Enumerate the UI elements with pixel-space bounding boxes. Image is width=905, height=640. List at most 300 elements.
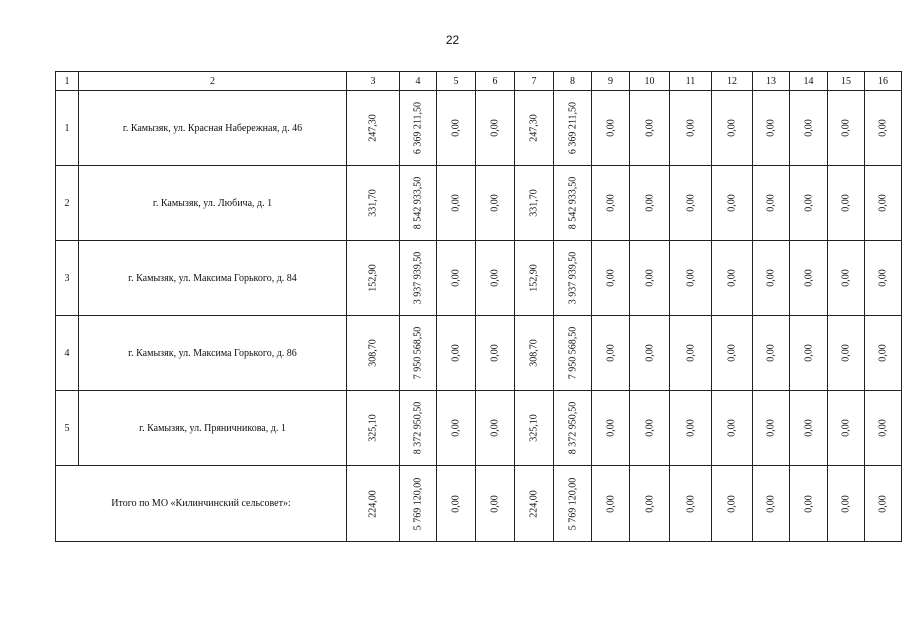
cell-value: 0,00: [726, 194, 738, 212]
vertical-cell-wrapper: [630, 391, 669, 465]
table-cell: [828, 241, 865, 316]
vertical-cell-wrapper: [790, 241, 827, 315]
cell-value: 0,00: [803, 494, 814, 513]
vertical-cell-wrapper: [712, 391, 752, 465]
column-header: [400, 72, 437, 91]
table-cell: [790, 91, 828, 166]
table-cell: [670, 316, 712, 391]
cell-value: 0,00: [605, 494, 616, 513]
row-number: 1: [64, 122, 70, 134]
vertical-cell-wrapper: [630, 241, 669, 315]
cell-value: 247,30: [528, 114, 540, 142]
table-cell: [753, 166, 790, 241]
table-cell: [753, 316, 790, 391]
table-row: [56, 91, 902, 166]
cell-value: 0,00: [840, 344, 852, 362]
cell-value: 0,00: [803, 344, 814, 362]
table-cell: [437, 466, 476, 542]
table-row: [56, 316, 902, 391]
table-cell: [347, 241, 400, 316]
table-cell: [828, 316, 865, 391]
cell-value: 0,00: [726, 494, 738, 513]
vertical-cell-wrapper: [515, 466, 553, 541]
column-header-label: 8: [570, 75, 575, 87]
column-header-label: 9: [608, 75, 613, 87]
cell-value: 0,00: [489, 344, 501, 362]
column-header: [828, 72, 865, 91]
table-cell: [592, 316, 630, 391]
table-body: [56, 72, 902, 542]
cell-value: 331,70: [528, 189, 540, 217]
vertical-cell-wrapper: [437, 316, 475, 390]
cell-value: 0,00: [685, 494, 696, 513]
cell-value: 5 769 120,00: [567, 477, 578, 530]
vertical-cell-wrapper: [670, 91, 711, 165]
table-cell: [476, 166, 515, 241]
cell-value: 6 369 211,50: [412, 101, 424, 155]
address-text: г. Камызяк, ул. Пряничникова, д. 1: [139, 422, 286, 434]
table-cell: [347, 91, 400, 166]
vertical-cell-wrapper: [476, 316, 514, 390]
cell-value: 0,00: [685, 119, 696, 137]
cell-value: 0,00: [877, 194, 889, 212]
table-cell: [712, 391, 753, 466]
table-cell: [437, 391, 476, 466]
cell-value: 0,00: [450, 419, 462, 437]
cell-value: 0,00: [803, 269, 814, 287]
vertical-cell-wrapper: [347, 391, 399, 465]
vertical-cell-wrapper: [712, 166, 752, 240]
vertical-cell-wrapper: [400, 466, 436, 541]
cell-value: 0,00: [840, 269, 852, 287]
cell-value: 0,00: [605, 419, 616, 437]
table-cell: [437, 91, 476, 166]
column-header-label: 3: [370, 75, 376, 87]
cell-value: 0,00: [489, 119, 501, 137]
vertical-cell-wrapper: [476, 391, 514, 465]
table-cell: [476, 391, 515, 466]
table-cell: [476, 316, 515, 391]
cell-value: 0,00: [877, 344, 889, 362]
cell-value: 0,00: [489, 494, 501, 513]
vertical-cell-wrapper: [400, 91, 436, 165]
vertical-cell-wrapper: [592, 466, 629, 541]
total-label: Итого по МО «Килинчинский сельсовет»:: [111, 498, 291, 509]
table-cell: [865, 91, 902, 166]
vertical-cell-wrapper: [630, 166, 669, 240]
table-cell: [347, 466, 400, 542]
vertical-cell-wrapper: [592, 241, 629, 315]
table-cell: [712, 316, 753, 391]
row-number-cell: [56, 91, 79, 166]
cell-value: 0,00: [450, 194, 462, 212]
vertical-cell-wrapper: [712, 91, 752, 165]
vertical-cell-wrapper: [670, 466, 711, 541]
table-cell: [670, 391, 712, 466]
vertical-cell-wrapper: [670, 391, 711, 465]
vertical-cell-wrapper: [476, 241, 514, 315]
column-header: [592, 72, 630, 91]
table-cell: [347, 316, 400, 391]
cell-value: 0,00: [726, 119, 738, 137]
table-cell: [400, 91, 437, 166]
total-label-cell: [56, 466, 347, 542]
cell-value: 8 542 933,50: [412, 176, 424, 230]
vertical-cell-wrapper: [554, 466, 591, 541]
cell-value: 0,00: [840, 419, 852, 437]
address-cell: [79, 391, 347, 466]
table-cell: [554, 241, 592, 316]
cell-value: 308,70: [528, 339, 540, 367]
column-header: [79, 72, 347, 91]
cell-value: 3 937 939,50: [412, 251, 424, 305]
cell-value: 0,00: [450, 494, 462, 513]
table-cell: [865, 241, 902, 316]
vertical-cell-wrapper: [437, 166, 475, 240]
column-header: [554, 72, 592, 91]
cell-value: 7 950 568,50: [567, 326, 578, 380]
table-cell: [400, 391, 437, 466]
address-text: г. Камызяк, ул. Красная Набережная, д. 46: [122, 122, 303, 134]
cell-value: 3 937 939,50: [567, 251, 578, 305]
cell-value: 0,00: [726, 419, 738, 437]
table-cell: [712, 241, 753, 316]
vertical-cell-wrapper: [630, 91, 669, 165]
vertical-cell-wrapper: [554, 316, 591, 390]
cell-value: 0,00: [765, 269, 777, 287]
table-cell: [437, 316, 476, 391]
table-cell: [712, 166, 753, 241]
vertical-cell-wrapper: [554, 91, 591, 165]
column-header: [437, 72, 476, 91]
vertical-cell-wrapper: [790, 466, 827, 541]
vertical-cell-wrapper: [592, 91, 629, 165]
table-cell: [554, 316, 592, 391]
cell-value: 0,00: [644, 344, 655, 362]
cell-value: 0,00: [765, 119, 777, 137]
cell-value: 0,00: [644, 194, 655, 212]
column-header: [515, 72, 554, 91]
cell-value: 0,00: [489, 194, 501, 212]
vertical-cell-wrapper: [790, 316, 827, 390]
column-header: [865, 72, 902, 91]
table-cell: [630, 391, 670, 466]
cell-value: 308,70: [367, 339, 379, 367]
column-header: [670, 72, 712, 91]
vertical-cell-wrapper: [828, 466, 864, 541]
vertical-cell-wrapper: [712, 466, 752, 541]
page-number: 22: [445, 33, 460, 47]
cell-value: 0,00: [450, 344, 462, 362]
column-header-label: 6: [492, 75, 498, 87]
cell-value: 0,00: [450, 269, 462, 287]
vertical-cell-wrapper: [790, 391, 827, 465]
table-cell: [400, 166, 437, 241]
row-number: 5: [64, 422, 70, 434]
vertical-cell-wrapper: [828, 91, 864, 165]
cell-value: 7 950 568,50: [412, 326, 424, 380]
column-header: [630, 72, 670, 91]
vertical-cell-wrapper: [790, 166, 827, 240]
cell-value: 0,00: [685, 344, 696, 362]
vertical-cell-wrapper: [865, 91, 901, 165]
vertical-cell-wrapper: [400, 241, 436, 315]
cell-value: 0,00: [605, 194, 616, 212]
vertical-cell-wrapper: [630, 466, 669, 541]
vertical-cell-wrapper: [437, 391, 475, 465]
vertical-cell-wrapper: [476, 166, 514, 240]
row-number-cell: [56, 316, 79, 391]
vertical-cell-wrapper: [753, 166, 789, 240]
table-cell: [828, 466, 865, 542]
table-cell: [515, 316, 554, 391]
table-cell: [712, 91, 753, 166]
vertical-cell-wrapper: [753, 466, 789, 541]
table-cell: [592, 466, 630, 542]
table-cell: [515, 466, 554, 542]
vertical-cell-wrapper: [828, 391, 864, 465]
row-number-cell: [56, 391, 79, 466]
table-cell: [476, 466, 515, 542]
table-cell: [592, 391, 630, 466]
row-number: 4: [64, 347, 70, 359]
vertical-cell-wrapper: [515, 91, 553, 165]
vertical-cell-wrapper: [712, 241, 752, 315]
vertical-cell-wrapper: [400, 391, 436, 465]
cell-value: 0,00: [605, 119, 616, 137]
table-cell: [630, 241, 670, 316]
column-header-label: 14: [803, 75, 814, 87]
address-cell: [79, 316, 347, 391]
table-cell: [790, 391, 828, 466]
vertical-cell-wrapper: [347, 241, 399, 315]
vertical-cell-wrapper: [515, 316, 553, 390]
cell-value: 0,00: [765, 194, 777, 212]
table-cell: [347, 166, 400, 241]
column-header-label: 4: [415, 75, 421, 87]
table-cell: [670, 241, 712, 316]
address-text: г. Камызяк, ул. Максима Горького, д. 86: [128, 347, 297, 359]
cell-value: 0,00: [726, 269, 738, 287]
vertical-cell-wrapper: [437, 241, 475, 315]
cell-value: 0,00: [644, 494, 655, 513]
table-cell: [670, 91, 712, 166]
cell-value: 8 372 950,50: [567, 401, 578, 455]
vertical-cell-wrapper: [670, 316, 711, 390]
table-cell: [476, 91, 515, 166]
vertical-cell-wrapper: [592, 166, 629, 240]
cell-value: 0,00: [803, 194, 814, 212]
table-cell: [828, 91, 865, 166]
table-cell: [554, 166, 592, 241]
cell-value: 5 769 120,00: [412, 477, 424, 530]
cell-value: 8 542 933,50: [567, 176, 578, 230]
table-cell: [400, 316, 437, 391]
vertical-cell-wrapper: [670, 166, 711, 240]
vertical-cell-wrapper: [753, 241, 789, 315]
cell-value: 0,00: [877, 419, 889, 437]
vertical-cell-wrapper: [865, 241, 901, 315]
vertical-cell-wrapper: [347, 466, 399, 541]
cell-value: 0,00: [803, 119, 814, 137]
table-cell: [753, 91, 790, 166]
cell-value: 0,00: [840, 494, 852, 513]
vertical-cell-wrapper: [476, 466, 514, 541]
column-header-label: 13: [766, 75, 776, 87]
cell-value: 0,00: [644, 419, 655, 437]
vertical-cell-wrapper: [515, 166, 553, 240]
header-row: [56, 72, 902, 91]
column-header: [712, 72, 753, 91]
column-header-label: 1: [64, 75, 70, 87]
vertical-cell-wrapper: [828, 316, 864, 390]
vertical-cell-wrapper: [753, 391, 789, 465]
table-cell: [630, 316, 670, 391]
cell-value: 0,00: [489, 419, 501, 437]
cell-value: 0,00: [644, 269, 655, 287]
table-cell: [712, 466, 753, 542]
cell-value: 0,00: [644, 119, 655, 137]
table-cell: [515, 241, 554, 316]
vertical-cell-wrapper: [753, 316, 789, 390]
cell-value: 0,00: [765, 344, 777, 362]
vertical-cell-wrapper: [515, 241, 553, 315]
cell-value: 0,00: [840, 119, 852, 137]
column-header: [56, 72, 79, 91]
vertical-cell-wrapper: [790, 91, 827, 165]
column-header: [347, 72, 400, 91]
vertical-cell-wrapper: [712, 316, 752, 390]
vertical-cell-wrapper: [670, 241, 711, 315]
address-cell: [79, 91, 347, 166]
cell-value: 0,00: [685, 269, 696, 287]
address-text: г. Камызяк, ул. Любича, д. 1: [152, 197, 273, 209]
column-header-label: 12: [727, 75, 737, 87]
column-header-label: 5: [453, 75, 459, 87]
table-cell: [670, 466, 712, 542]
address-text: г. Камызяк, ул. Максима Горького, д. 84: [128, 272, 297, 284]
cell-value: 0,00: [605, 344, 616, 362]
table-cell: [592, 166, 630, 241]
vertical-cell-wrapper: [400, 166, 436, 240]
table-cell: [630, 91, 670, 166]
cell-value: 0,00: [726, 344, 738, 362]
row-number: 3: [64, 272, 70, 284]
column-header-label: 15: [841, 75, 851, 87]
cell-value: 0,00: [877, 494, 889, 513]
table-cell: [865, 391, 902, 466]
table-cell: [670, 166, 712, 241]
table-cell: [865, 316, 902, 391]
cell-value: 152,90: [528, 264, 540, 292]
vertical-cell-wrapper: [437, 466, 475, 541]
cell-value: 0,00: [877, 119, 889, 137]
cell-value: 6 369 211,50: [567, 101, 578, 155]
vertical-cell-wrapper: [347, 166, 399, 240]
vertical-cell-wrapper: [476, 91, 514, 165]
table-cell: [790, 466, 828, 542]
data-table: [55, 71, 902, 542]
vertical-cell-wrapper: [592, 391, 629, 465]
table-cell: [476, 241, 515, 316]
table-cell: [347, 391, 400, 466]
cell-value: 0,00: [489, 269, 501, 287]
table-cell: [828, 166, 865, 241]
table-cell: [515, 166, 554, 241]
table-cell: [790, 241, 828, 316]
table-cell: [790, 166, 828, 241]
column-header: [753, 72, 790, 91]
table-cell: [515, 391, 554, 466]
column-header: [790, 72, 828, 91]
cell-value: 0,00: [877, 269, 889, 287]
table-cell: [592, 241, 630, 316]
vertical-cell-wrapper: [592, 316, 629, 390]
table-cell: [753, 241, 790, 316]
table-cell: [753, 466, 790, 542]
vertical-cell-wrapper: [865, 166, 901, 240]
vertical-cell-wrapper: [753, 91, 789, 165]
vertical-cell-wrapper: [554, 391, 591, 465]
vertical-cell-wrapper: [347, 91, 399, 165]
cell-value: 152,90: [367, 264, 379, 292]
table-row: [56, 391, 902, 466]
table-cell: [790, 316, 828, 391]
row-number: 2: [64, 197, 70, 209]
table-cell: [515, 91, 554, 166]
cell-value: 247,30: [367, 114, 379, 142]
table-cell: [630, 166, 670, 241]
cell-value: 0,00: [685, 419, 696, 437]
column-header-label: 11: [685, 75, 696, 87]
row-number-cell: [56, 241, 79, 316]
vertical-cell-wrapper: [865, 466, 901, 541]
vertical-cell-wrapper: [630, 316, 669, 390]
column-header-label: 2: [210, 75, 215, 87]
vertical-cell-wrapper: [865, 391, 901, 465]
cell-value: 325,10: [367, 414, 379, 442]
table-cell: [437, 166, 476, 241]
table-cell: [554, 91, 592, 166]
table-cell: [630, 466, 670, 542]
cell-value: 224,00: [367, 489, 379, 518]
address-cell: [79, 166, 347, 241]
table-cell: [437, 241, 476, 316]
table-cell: [865, 166, 902, 241]
table-row: [56, 166, 902, 241]
cell-value: 224,00: [528, 489, 540, 518]
cell-value: 0,00: [605, 269, 616, 287]
table-cell: [400, 241, 437, 316]
table-cell: [753, 391, 790, 466]
cell-value: 8 372 950,50: [412, 401, 424, 455]
column-header-label: 7: [531, 75, 537, 87]
table-cell: [554, 466, 592, 542]
vertical-cell-wrapper: [515, 391, 553, 465]
column-header: [476, 72, 515, 91]
table-cell: [828, 391, 865, 466]
address-cell: [79, 241, 347, 316]
cell-value: 0,00: [765, 494, 777, 513]
vertical-cell-wrapper: [828, 166, 864, 240]
cell-value: 325,10: [528, 414, 540, 442]
cell-value: 0,00: [803, 419, 814, 437]
vertical-cell-wrapper: [400, 316, 436, 390]
vertical-cell-wrapper: [865, 316, 901, 390]
column-header-label: 16: [878, 75, 888, 87]
vertical-cell-wrapper: [828, 241, 864, 315]
table-cell: [400, 466, 437, 542]
